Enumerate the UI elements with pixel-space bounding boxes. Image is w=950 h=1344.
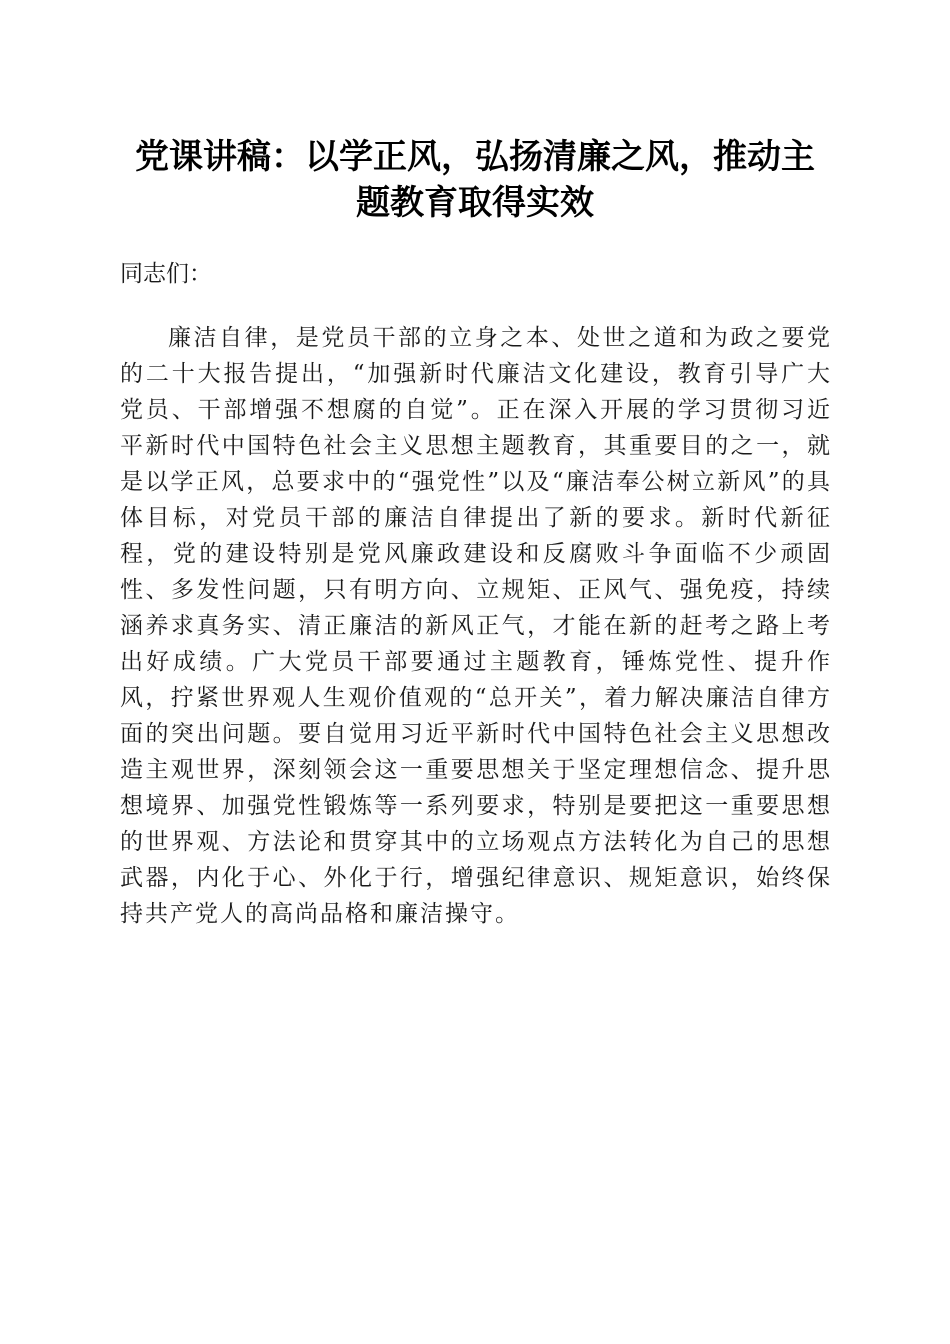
title-line-2: 题教育取得实效: [356, 183, 594, 223]
salutation: 同志们：: [120, 261, 212, 287]
title-line-1: 党课讲稿：以学正风，弘扬清廉之风，推动主: [135, 137, 815, 177]
body-paragraph: 廉洁自律，是党员干部的立身之本、处世之道和为政之要党的二十大报告提出，“加强新时代廉洁文化建设，教育引导广大党员、干部增强不想腐的自觉”。正在深入开展的学习贯彻习近平新时代中国特色社会主义思想主题教育，其重要目的之一，就是以学正风，总要求中的“强党性”以及“廉洁奉公树立新风”的具体目标，对党员干部的廉洁自律提出了新的要求。新时代新征程，党的建设特别是党风廉政建设和反腐败斗争面临不少顽固性、多发性问题，只有明方向、立规矩、正风气、强免疫，持续涵养求真务实、清正廉洁的新风正气，才能在新的赶考之路上考出好成绩。广大党员干部要通过主题教育，锤炼党性、提升作风，拧紧世界观人生观价值观的“总开关”，着力解决廉洁自律方面的突出问题。要自觉用习近平新时代中国特色社会主义思想改造主观世界，深刻领会这一重要思想关于坚定理想信念、提升思想境界、加强党性锻炼等一系列要求，特别是要把这一重要思想的世界观、方法论和贯穿其中的立场观点方法转化为自己的思想武器，内化于心、外化于行，增强纪律意识、规矩意识，始终保持共产党人的高尚品格和廉洁操守。: [120, 325, 832, 927]
document-title: [110, 134, 840, 226]
